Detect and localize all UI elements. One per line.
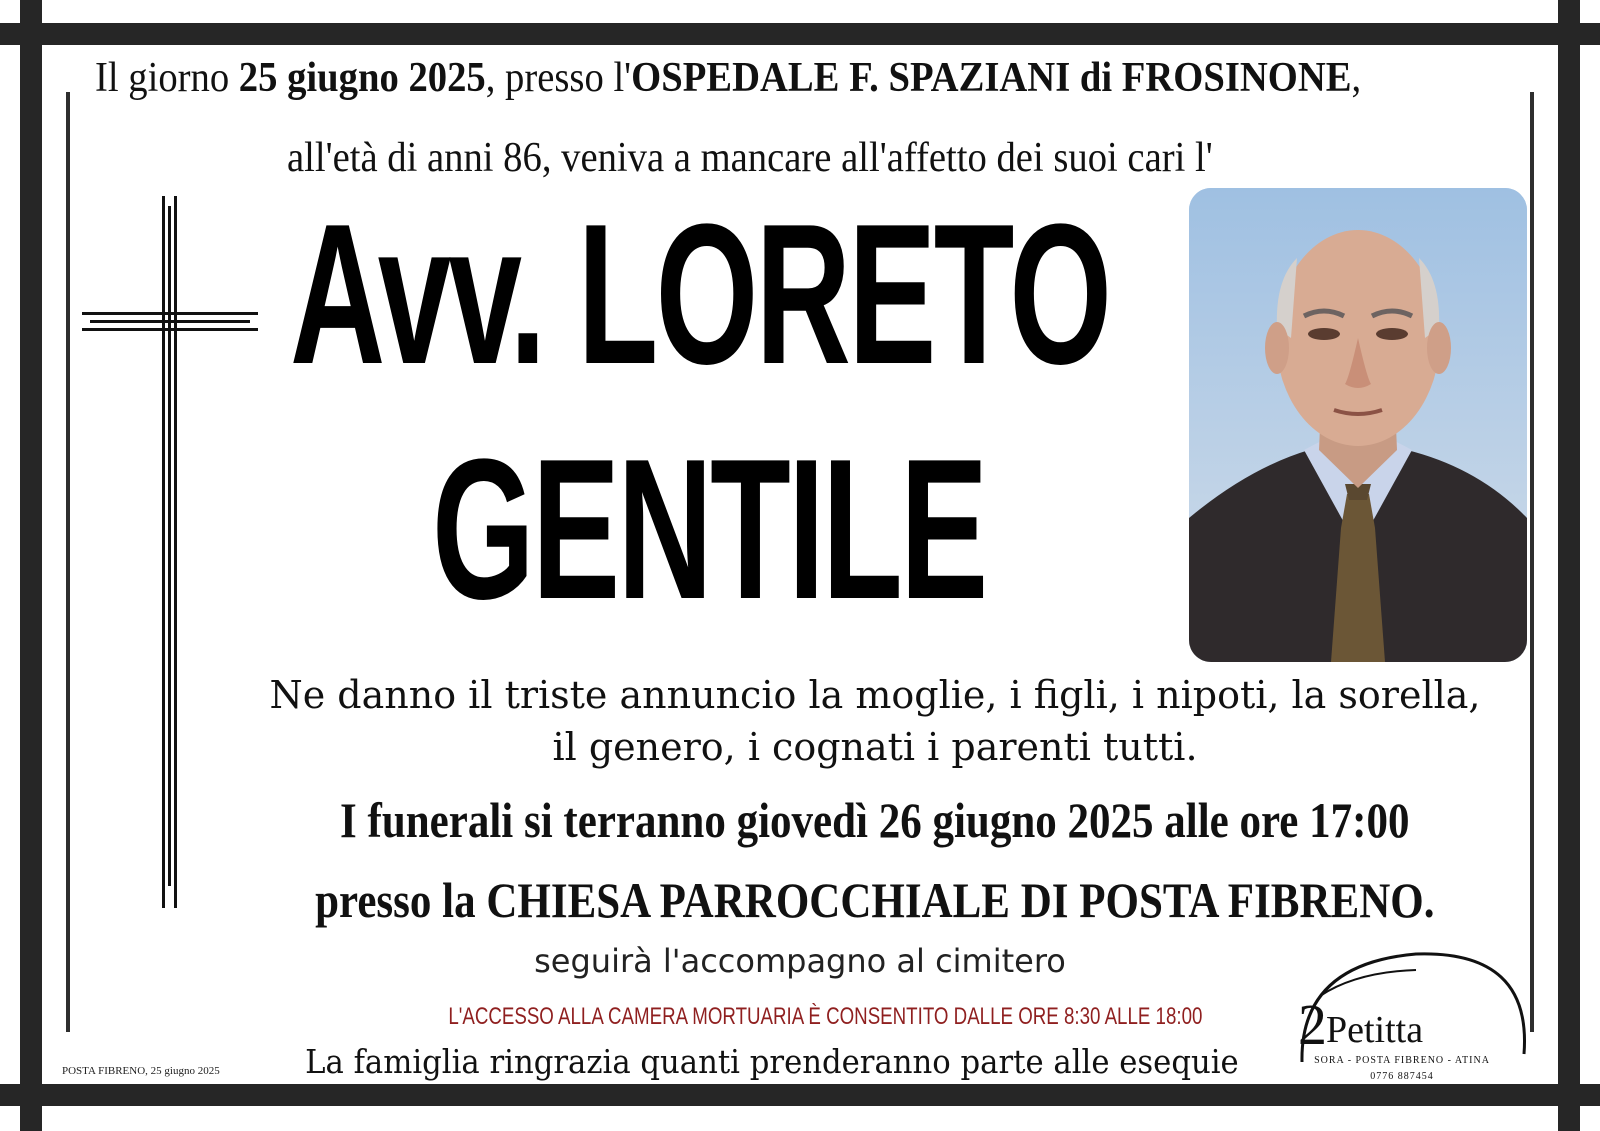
family-line-2: il genero, i cognati i parenti tutti. — [552, 725, 1198, 769]
agency-locations: SORA - POSTA FIBRENO - ATINA — [1314, 1055, 1490, 1066]
agency-name: Petitta — [1326, 1009, 1424, 1051]
mortuary-access-text: L'ACCESSO ALLA CAMERA MORTUARIA È CONSENTITO DALLE ORE 8:30 ALLE 18:00 — [447, 1003, 1203, 1030]
intro-line-1 — [95, 52, 1420, 104]
funeral-place-text: presso la CHIESA PARROCCHIALE DI POSTA FIBRENO. — [315, 872, 1435, 928]
intro-suffix: , — [1351, 55, 1362, 101]
left-inner-rule — [66, 92, 70, 1032]
funeral-date-text: I funerali si terranno giovedì 26 giugno 2025 alle ore 17:00 — [340, 792, 1410, 848]
thanks-text: La famiglia ringrazia quanti prenderanno parte alle esequie — [305, 1042, 1239, 1081]
left-border — [20, 0, 42, 1131]
funeral-place-line — [200, 870, 1550, 930]
mortuary-access-line — [270, 1002, 1380, 1032]
intro-prefix: Il giorno — [95, 55, 239, 101]
funeral-date-line — [200, 790, 1550, 850]
portrait-photo — [1189, 188, 1527, 662]
place-date-footer: POSTA FIBRENO, 25 giugno 2025 — [62, 1065, 220, 1077]
deceased-name-line-1: Avv. LORETO — [290, 183, 1110, 406]
death-date: 25 giugno 2025 — [238, 55, 486, 101]
cemetery-follow-line: seguirà l'accompagno al cimitero — [534, 942, 1066, 980]
intro-line-2: all'età di anni 86, veniva a mancare all'affetto dei suoi cari l' — [287, 135, 1213, 181]
death-place: OSPEDALE F. SPAZIANI di FROSINONE — [631, 55, 1352, 101]
bottom-border — [0, 1084, 1600, 1106]
top-border — [0, 23, 1600, 45]
thanks-line — [270, 1040, 1260, 1084]
intro-mid: , presso l' — [485, 55, 632, 101]
family-line-1: Ne danno il triste annuncio la moglie, i figli, i nipoti, la sorella, — [269, 673, 1481, 717]
agency-phone: 0776 887454 — [1370, 1071, 1434, 1082]
deceased-name-line-2: GENTILE — [432, 418, 986, 641]
svg-text:2: 2 — [1298, 992, 1327, 1057]
right-border — [1558, 0, 1580, 1131]
